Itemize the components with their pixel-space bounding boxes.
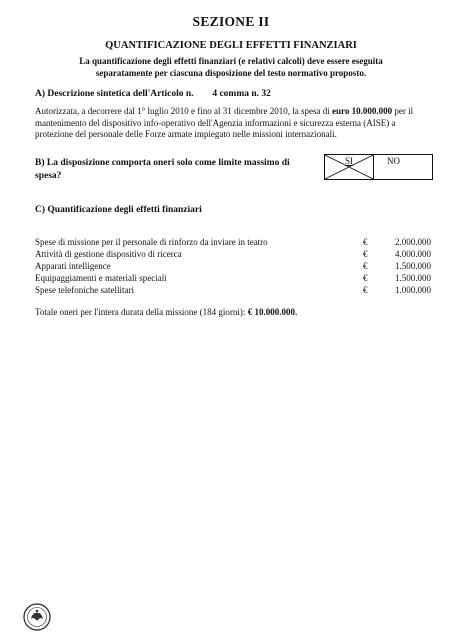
expense-currency: € bbox=[363, 273, 368, 283]
total-amount: € 10.000.000. bbox=[247, 307, 298, 317]
total-label: Totale oneri per l'intera durata della missione (184 giorni): bbox=[35, 307, 248, 317]
official-seal-icon bbox=[22, 602, 52, 632]
intro-text bbox=[40, 55, 422, 79]
expense-description: Equipaggiamenti e materiali speciali bbox=[35, 273, 167, 283]
total-line bbox=[35, 307, 297, 317]
expense-currency: € bbox=[363, 249, 368, 259]
section-b-question: B) La disposizione comporta oneri solo come limite massimo di spesa? bbox=[35, 158, 290, 181]
expense-row bbox=[35, 284, 435, 296]
expense-table bbox=[35, 236, 435, 296]
section-a-amount: euro 10.000.000 bbox=[332, 106, 393, 116]
expense-currency: € bbox=[363, 237, 368, 247]
section-c-heading: C) Quantificazione degli effetti finanziari bbox=[35, 205, 202, 215]
expense-amount: 1.500.000 bbox=[395, 261, 431, 271]
expense-row bbox=[35, 248, 435, 260]
section-title: SEZIONE II bbox=[192, 14, 270, 29]
option-si-label: SI bbox=[344, 156, 353, 166]
section-a-article-number: 4 comma n. 32 bbox=[212, 89, 271, 99]
option-si-cell bbox=[325, 155, 374, 179]
expense-amount: 2.000.000 bbox=[395, 237, 431, 247]
intro-line-2: separatamente per ciascuna disposizione del testo normativo proposto. bbox=[95, 68, 367, 78]
section-a-heading-prefix: A) Descrizione sintetica dell'Articolo n. bbox=[35, 89, 194, 99]
section-subtitle: QUANTIFICAZIONE DEGLI EFFETTI FINANZIARI bbox=[105, 40, 357, 51]
expense-currency: € bbox=[363, 261, 368, 271]
expense-row bbox=[35, 236, 435, 248]
expense-description: Apparati intelligence bbox=[35, 261, 111, 271]
si-no-box bbox=[324, 154, 433, 180]
expense-description: Attività di gestione dispositivo di ricerca bbox=[35, 249, 182, 259]
section-a-heading bbox=[35, 89, 271, 99]
expense-currency: € bbox=[363, 285, 368, 295]
expense-description: Spese telefoniche satellitari bbox=[35, 285, 134, 295]
expense-amount: 1.000.000 bbox=[395, 285, 431, 295]
intro-line-1: La quantificazione degli effetti finanziari (e relativi calcoli) deve essere eseguita bbox=[79, 56, 383, 66]
section-a-text-after: per il mantenimento del dispositivo info-operativo dell'Agenzia informazioni e sicurezza esterna (AISE) a protezione del personale delle Forze armate impiegato nelle missioni internazionali. bbox=[35, 106, 414, 139]
option-no-label: NO bbox=[387, 156, 400, 166]
expense-amount: 1.500.000 bbox=[395, 273, 431, 283]
section-a-text-before: Autorizzata, a decorrere dal 1° luglio 2010 e fino al 31 dicembre 2010, la spesa di bbox=[35, 106, 332, 116]
expense-description: Spese di missione per il personale di rinforzo da inviare in teatro bbox=[35, 237, 268, 247]
expense-row bbox=[35, 272, 435, 284]
expense-row bbox=[35, 260, 435, 272]
section-a-body bbox=[35, 106, 430, 141]
expense-amount: 4.000.000 bbox=[395, 249, 431, 259]
